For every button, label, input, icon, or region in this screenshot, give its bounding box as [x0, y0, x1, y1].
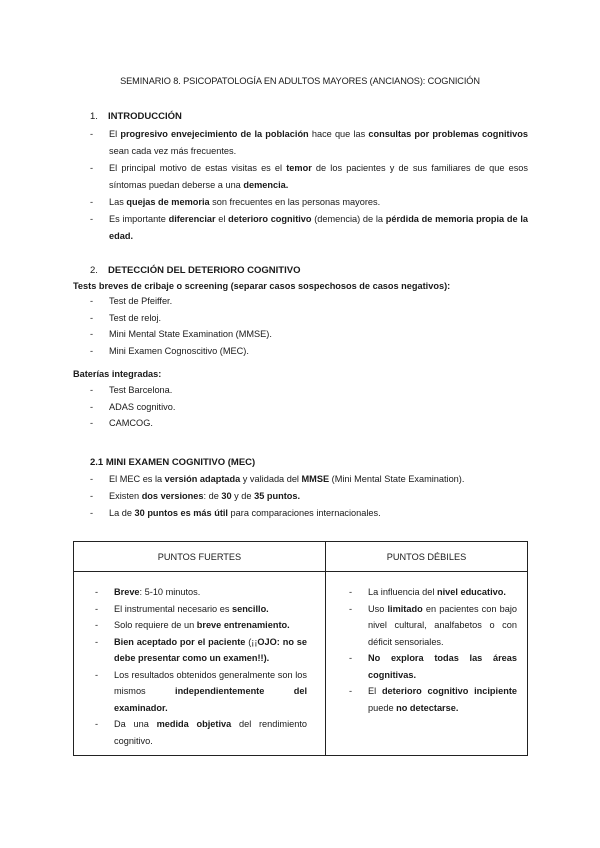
strengths-weaknesses-table — [73, 541, 528, 756]
list-item: - Test Barcelona. — [90, 382, 528, 399]
weaknesses-list — [368, 584, 517, 716]
screening-label: Tests breves de cribaje o screening (separar casos sospechosos de casos negativos): — [73, 281, 451, 291]
table-header-strengths: PUNTOS FUERTES — [74, 542, 326, 571]
table-header-weaknesses: PUNTOS DÉBILES — [386, 551, 467, 562]
batteries-list — [90, 382, 528, 432]
document-title: SEMINARIO 8. PSICOPATOLOGÍA EN ADULTOS MAYORES (ANCIANOS): COGNICIÓN — [120, 76, 480, 86]
list-item: - Mini Examen Cognoscitivo (MEC). — [90, 343, 528, 360]
list-item: - CAMCOG. — [90, 415, 528, 432]
list-item: - Breve: 5-10 minutos. — [114, 584, 307, 601]
list-item: - El instrumental necesario es sencillo. — [114, 601, 307, 618]
subsection-heading: 2.1 MINI EXAMEN COGNITIVO (MEC) — [90, 457, 256, 468]
weaknesses-cell — [326, 572, 527, 755]
strengths-list — [114, 584, 307, 749]
section-title: DETECCIÓN DEL DETERIORO COGNITIVO — [108, 265, 301, 276]
list-item: - Da una medida objetiva del rendimiento cognitivo. — [114, 716, 307, 749]
screening-tests-list — [90, 293, 528, 359]
batteries-label: Baterías integradas: — [73, 369, 162, 379]
section-2-heading — [90, 265, 300, 276]
intro-list — [90, 126, 528, 245]
list-item: - El deterioro cognitivo incipiente puede no detectarse. — [368, 683, 517, 716]
list-item: - Bien aceptado por el paciente (¡¡OJO: no se debe presentar como un examen!!). — [114, 634, 307, 667]
list-item: - Las quejas de memoria son frecuentes en las personas mayores. — [90, 194, 528, 211]
list-item: - El principal motivo de estas visitas es el temor de los pacientes y de sus familiares de que esos síntomas puedan deberse a una demencia. — [90, 160, 528, 194]
list-item: - Existen dos versiones: de 30 y de 35 puntos. — [90, 488, 528, 505]
list-item: - Test de reloj. — [90, 310, 528, 327]
list-item: - Uso limitado en pacientes con bajo nivel cultural, analfabetos o con déficit sensoriales. — [368, 601, 517, 651]
list-item: - Solo requiere de un breve entrenamiento. — [114, 617, 307, 634]
strengths-cell — [74, 572, 326, 755]
list-item: - La de 30 puntos es más útil para comparaciones internacionales. — [90, 505, 528, 522]
list-item: - No explora todas las áreas cognitivas. — [368, 650, 517, 683]
section-1-heading — [90, 111, 182, 122]
list-item: - El progresivo envejecimiento de la población hace que las consultas por problemas cognitivos sean cada vez más frecuentes. — [90, 126, 528, 160]
list-item: - ADAS cognitivo. — [90, 399, 528, 416]
list-item: - El MEC es la versión adaptada y validada del MMSE (Mini Mental State Examination). — [90, 471, 528, 488]
table-body-row — [74, 572, 527, 755]
list-item: - Mini Mental State Examination (MMSE). — [90, 326, 528, 343]
list-item: - La influencia del nivel educativo. — [368, 584, 517, 601]
list-item: - Los resultados obtenidos generalmente son los mismos independientemente del examinador. — [114, 667, 307, 717]
table-header-row — [74, 542, 527, 572]
mec-list — [90, 471, 528, 522]
section-number: 1. — [90, 111, 98, 122]
list-item: - Test de Pfeiffer. — [90, 293, 528, 310]
list-item: - Es importante diferenciar el deterioro cognitivo (demencia) de la pérdida de memoria propia de la edad. — [90, 211, 528, 245]
section-title: INTRODUCCIÓN — [108, 111, 182, 122]
section-number: 2. — [90, 265, 98, 276]
